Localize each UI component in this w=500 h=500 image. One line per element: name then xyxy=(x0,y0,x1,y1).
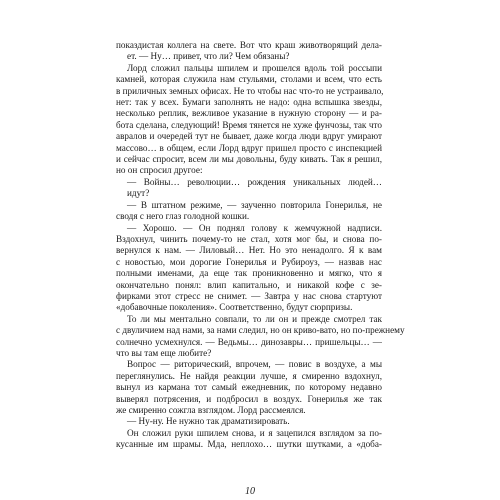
text-line: Вопрос — риторический, впрочем, — повис в воздухе, а мы xyxy=(127,359,382,370)
text-line: идут? xyxy=(127,188,150,199)
text-line: «добавочные поколения». Соответственно, будут сюрпризы. xyxy=(116,302,353,313)
page-number: 10 xyxy=(245,486,255,497)
text-line: же смиренно сожгла взглядом. Лорд рассмеялся. xyxy=(116,405,306,415)
text-line: полными именами, да еще так проникновенно и мягко, что я xyxy=(116,268,382,279)
text-line: Вздохнул, чинить почему-то не стал, хотя мог бы, и снова по- xyxy=(116,233,382,244)
text-line: камней, которая служила нам стульями, столами и всем, что есть xyxy=(116,74,382,85)
text-line: с новостью, мои дорогие Гонерилья и Рубироуз, — назвав нас xyxy=(116,256,382,267)
text-line: Лорд сложил пальцы шпилем и прошелся вдоль той россыпи xyxy=(127,62,382,73)
text-line: сводя с него глаз голодной кошки. xyxy=(116,211,250,222)
text-line: с двуличием над нами, за нами следил, но он криво-вато, но по-прежнему xyxy=(116,325,405,336)
text-line: — Ну-ну. Не нужно так драматизировать. xyxy=(127,416,290,427)
text-line: фирками этот стресс не снимет. — Завтра у нас снова стартуют xyxy=(116,290,382,301)
text-line: вернулся к нам. — Лиловый… Нет. Но это ненадолго. Я к вам xyxy=(116,245,382,256)
text-line: — В штатном режиме, — заученно повторила Гонерилья, не xyxy=(127,199,382,210)
text-line: кусанные им шрамы. Мда, неплохо… шутки шутками, а «доба- xyxy=(116,439,382,450)
text-line: — Войны… революции… рождения уникальных людей… xyxy=(127,176,382,187)
text-line: несколько реплик, вежливое указание в нужную сторону — и ра- xyxy=(116,108,382,119)
text-line: солнечно усмехнулся. — Ведьмы… динозавры… пришельцы… — xyxy=(116,336,382,347)
page-body-text xyxy=(116,40,405,451)
text-line: что вы там еще любите? xyxy=(116,347,212,358)
text-line: — Хорошо. — Он поднял голову к жемчужной надписи. xyxy=(127,222,382,233)
text-line: массово… в общем, если Лорд вдруг пришел просто с инспекцией xyxy=(116,142,382,153)
text-line: авралов и очередей тут не бывает, даже когда люди вдруг умирают xyxy=(116,131,382,142)
text-line: окончательно понял: влип капитально, и никакой кофе с зе- xyxy=(116,279,382,290)
text-line: ет. — Ну… привет, что ли? Чем обязаны? xyxy=(127,51,290,62)
text-line: Он сложил руки шпилем снова, и я зацепился взглядом за по- xyxy=(127,427,382,438)
text-line: показдистая коллега на свете. Вот что краш животворящий дела- xyxy=(116,40,382,50)
text-line: бота сделана, следующий! Время тянется не хуже фунчозы, так что xyxy=(116,119,382,130)
text-line: но он спросил другое: xyxy=(116,165,203,176)
text-line: в приличных земных офисах. Не то чтобы нас что-то не устраивало, xyxy=(116,85,384,96)
text-line: То ли мы ментально совпали, то ли он и прежде смотрел так xyxy=(127,313,382,324)
text-line: выверял потрясения, и подбросил в воздух. Гонерилья же так xyxy=(116,393,382,404)
text-line: и сейчас спросит, всем ли мы довольны, буду кивать. Так я решил, xyxy=(116,154,382,165)
text-line: нет: так у всех. Бумаги заполнять не надо: одна вспышка звезды, xyxy=(116,97,382,108)
text-line: вынул из кармана тот самый ежедневник, по которому недавно xyxy=(116,382,382,393)
text-line: переглянулись. Не найдя реакции лучше, я смиренно вздохнул, xyxy=(116,370,382,381)
